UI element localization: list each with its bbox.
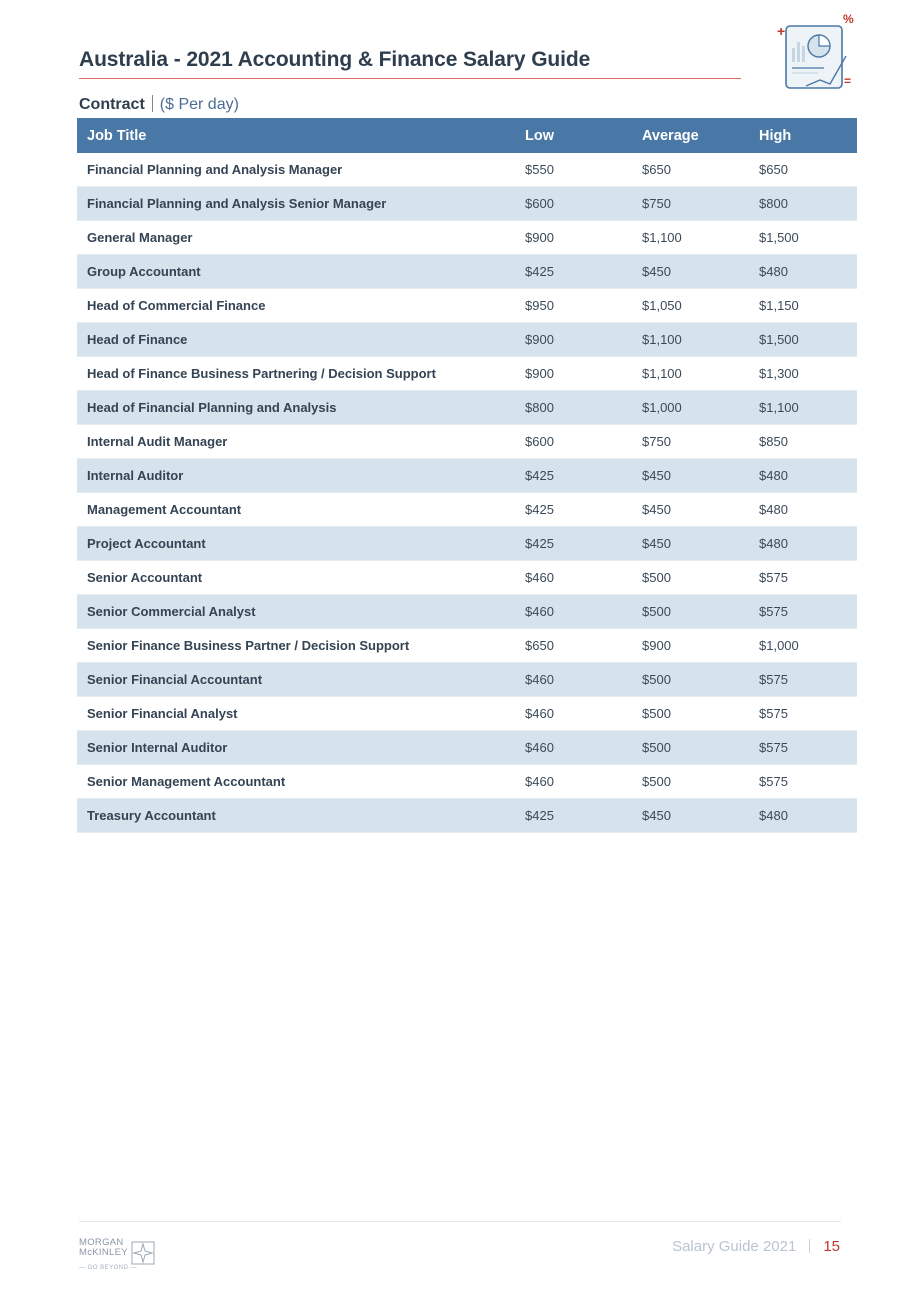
logo-star-icon xyxy=(131,1241,155,1265)
logo-line-1: MORGAN xyxy=(79,1237,124,1248)
low-cell: $460 xyxy=(515,765,632,799)
low-cell: $900 xyxy=(515,323,632,357)
footer-separator xyxy=(809,1239,810,1253)
average-cell: $450 xyxy=(632,493,749,527)
table-row xyxy=(77,323,857,357)
equals-glyph: = xyxy=(844,74,852,88)
average-cell: $750 xyxy=(632,425,749,459)
average-cell: $450 xyxy=(632,255,749,289)
low-cell: $460 xyxy=(515,663,632,697)
high-cell: $575 xyxy=(749,595,857,629)
table-row xyxy=(77,595,857,629)
table-row xyxy=(77,289,857,323)
section-separator xyxy=(152,95,153,112)
average-cell: $450 xyxy=(632,527,749,561)
low-cell: $600 xyxy=(515,425,632,459)
title-underline xyxy=(79,78,741,79)
high-cell: $575 xyxy=(749,697,857,731)
low-cell: $425 xyxy=(515,255,632,289)
table-row xyxy=(77,493,857,527)
average-cell: $1,000 xyxy=(632,391,749,425)
high-cell: $480 xyxy=(749,527,857,561)
finance-report-icon xyxy=(772,10,858,96)
table-row xyxy=(77,357,857,391)
morgan-mckinley-logo xyxy=(79,1238,169,1280)
high-cell: $1,100 xyxy=(749,391,857,425)
high-cell: $575 xyxy=(749,731,857,765)
table-row xyxy=(77,187,857,221)
header-low: Low xyxy=(515,118,632,153)
average-cell: $450 xyxy=(632,799,749,833)
logo-tagline: — GO BEYOND — xyxy=(79,1265,138,1271)
job-title-cell: Project Accountant xyxy=(77,527,515,561)
job-title-cell: Senior Financial Accountant xyxy=(77,663,515,697)
job-title-cell: Senior Accountant xyxy=(77,561,515,595)
low-cell: $900 xyxy=(515,221,632,255)
job-title-cell: Senior Management Accountant xyxy=(77,765,515,799)
job-title-cell: Internal Audit Manager xyxy=(77,425,515,459)
average-cell: $500 xyxy=(632,731,749,765)
average-cell: $450 xyxy=(632,459,749,493)
high-cell: $575 xyxy=(749,561,857,595)
average-cell: $1,100 xyxy=(632,323,749,357)
low-cell: $900 xyxy=(515,357,632,391)
table-row xyxy=(77,527,857,561)
job-title-cell: Head of Financial Planning and Analysis xyxy=(77,391,515,425)
high-cell: $480 xyxy=(749,459,857,493)
table-row xyxy=(77,799,857,833)
low-cell: $800 xyxy=(515,391,632,425)
table-row xyxy=(77,765,857,799)
table-row xyxy=(77,425,857,459)
table-row xyxy=(77,153,857,187)
average-cell: $500 xyxy=(632,663,749,697)
high-cell: $800 xyxy=(749,187,857,221)
high-cell: $1,500 xyxy=(749,323,857,357)
table-row xyxy=(77,561,857,595)
low-cell: $425 xyxy=(515,493,632,527)
average-cell: $500 xyxy=(632,765,749,799)
average-cell: $750 xyxy=(632,187,749,221)
footer-guide-label: Salary Guide 2021 xyxy=(672,1238,797,1255)
job-title-cell: Head of Commercial Finance xyxy=(77,289,515,323)
salary-table xyxy=(77,118,857,833)
job-title-cell: Financial Planning and Analysis Manager xyxy=(77,153,515,187)
plus-glyph: + xyxy=(777,23,786,39)
footer-divider xyxy=(79,1221,841,1222)
low-cell: $460 xyxy=(515,731,632,765)
low-cell: $425 xyxy=(515,459,632,493)
header-job-title: Job Title xyxy=(77,118,515,153)
average-cell: $500 xyxy=(632,697,749,731)
high-cell: $1,000 xyxy=(749,629,857,663)
section-unit: ($ Per day) xyxy=(159,96,239,113)
high-cell: $1,300 xyxy=(749,357,857,391)
high-cell: $575 xyxy=(749,765,857,799)
low-cell: $425 xyxy=(515,527,632,561)
job-title-cell: Internal Auditor xyxy=(77,459,515,493)
percent-glyph: % xyxy=(843,12,854,26)
page-title: Australia - 2021 Accounting & Finance Salary Guide xyxy=(79,48,591,71)
table-row xyxy=(77,629,857,663)
high-cell: $480 xyxy=(749,493,857,527)
job-title-cell: Group Accountant xyxy=(77,255,515,289)
table-row xyxy=(77,459,857,493)
average-cell: $500 xyxy=(632,595,749,629)
low-cell: $460 xyxy=(515,595,632,629)
job-title-cell: Head of Finance xyxy=(77,323,515,357)
header-average: Average xyxy=(632,118,749,153)
high-cell: $480 xyxy=(749,799,857,833)
table-row xyxy=(77,255,857,289)
low-cell: $650 xyxy=(515,629,632,663)
table-body xyxy=(77,153,857,833)
low-cell: $425 xyxy=(515,799,632,833)
job-title-cell: Treasury Accountant xyxy=(77,799,515,833)
table-header-row xyxy=(77,118,857,153)
low-cell: $460 xyxy=(515,561,632,595)
table-row xyxy=(77,391,857,425)
job-title-cell: Head of Finance Business Partnering / Decision Support xyxy=(77,357,515,391)
low-cell: $550 xyxy=(515,153,632,187)
table-row xyxy=(77,731,857,765)
high-cell: $575 xyxy=(749,663,857,697)
high-cell: $1,500 xyxy=(749,221,857,255)
header-high: High xyxy=(749,118,857,153)
average-cell: $500 xyxy=(632,561,749,595)
average-cell: $1,100 xyxy=(632,221,749,255)
job-title-cell: Senior Financial Analyst xyxy=(77,697,515,731)
average-cell: $900 xyxy=(632,629,749,663)
average-cell: $1,100 xyxy=(632,357,749,391)
job-title-cell: Management Accountant xyxy=(77,493,515,527)
section-heading xyxy=(79,95,239,114)
average-cell: $650 xyxy=(632,153,749,187)
page-number: 15 xyxy=(823,1238,840,1255)
logo-line-2: McKINLEY xyxy=(79,1247,128,1258)
low-cell: $950 xyxy=(515,289,632,323)
high-cell: $650 xyxy=(749,153,857,187)
table-row xyxy=(77,663,857,697)
high-cell: $850 xyxy=(749,425,857,459)
job-title-cell: Senior Commercial Analyst xyxy=(77,595,515,629)
section-label: Contract xyxy=(79,96,145,113)
low-cell: $600 xyxy=(515,187,632,221)
high-cell: $1,150 xyxy=(749,289,857,323)
job-title-cell: Senior Internal Auditor xyxy=(77,731,515,765)
low-cell: $460 xyxy=(515,697,632,731)
high-cell: $480 xyxy=(749,255,857,289)
job-title-cell: General Manager xyxy=(77,221,515,255)
table-row xyxy=(77,697,857,731)
job-title-cell: Financial Planning and Analysis Senior Manager xyxy=(77,187,515,221)
average-cell: $1,050 xyxy=(632,289,749,323)
table-row xyxy=(77,221,857,255)
footer-page-info xyxy=(672,1238,840,1255)
job-title-cell: Senior Finance Business Partner / Decision Support xyxy=(77,629,515,663)
